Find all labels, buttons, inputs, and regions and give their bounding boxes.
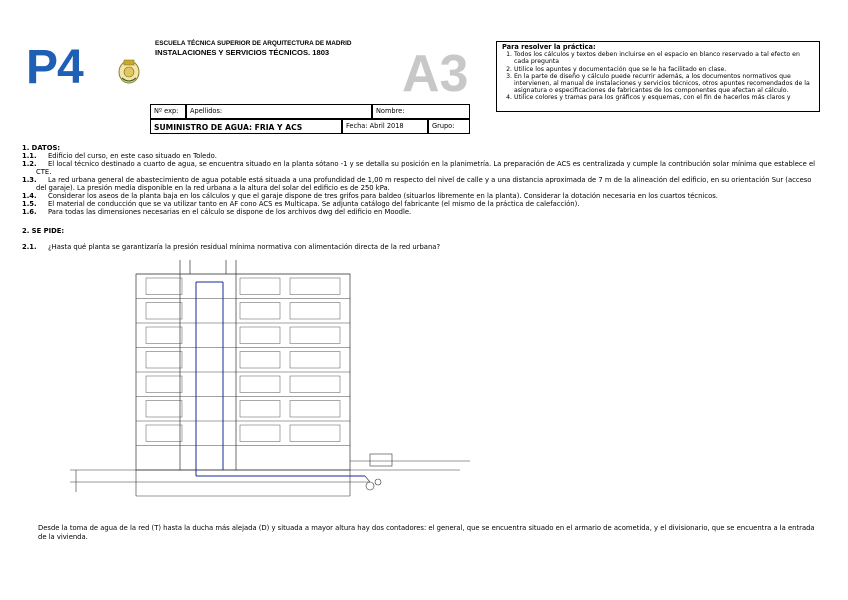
room-box <box>146 425 182 442</box>
room-box <box>146 303 182 320</box>
exp-label: Nº exp: <box>154 107 179 115</box>
item-text: Para todas las dimensiones necesarias en el cálculo se dispone de los archivos dwg del edificio en Moodle. <box>48 208 412 216</box>
room-box <box>290 376 340 393</box>
item-text: El material de conducción que se va utilizar tanto en AF cono ACS es Multicapa. Se adjunta catálogo del fabricante (el mismo de la práctica de calefacción). <box>48 200 580 208</box>
room-box <box>240 376 280 393</box>
instruction-item: 4. Utilice colores y tramas para los gráficos y esquemas, con el fin de hacerlos más claros y <box>514 94 814 101</box>
ground-level <box>70 461 470 496</box>
room-box <box>290 352 340 369</box>
floor-slabs <box>136 274 350 470</box>
item-text: Edificio del curso, en este caso situado en Toledo. <box>48 152 217 160</box>
room-box <box>146 352 182 369</box>
date-text: Fecha: Abril 2018 <box>346 122 404 130</box>
room-boxes <box>146 278 340 442</box>
group-label: Grupo: <box>432 122 455 130</box>
room-box <box>240 327 280 344</box>
room-box <box>146 376 182 393</box>
room-box <box>146 401 182 418</box>
room-box <box>240 425 280 442</box>
datos-item <box>22 177 822 193</box>
subject-cell <box>150 119 342 134</box>
subject-title: SUMINISTRO DE AGUA: FRIA Y ACS <box>154 123 303 132</box>
name-label: Nombre: <box>376 107 405 115</box>
room-box <box>146 327 182 344</box>
surname-label: Apellidos: <box>190 107 223 115</box>
room-box <box>290 401 340 418</box>
room-box <box>290 303 340 320</box>
meter-symbol <box>365 454 392 490</box>
sheet-size: A3 <box>402 45 469 103</box>
room-box <box>240 278 280 295</box>
question-context-text: Desde la toma de agua de la red (T) hasta la ducha más alejada (D) y situada a mayor altura hay dos contadores: el general, que se encuentra situado en el armario de acometida, y el divisionario, que se encuentra a la entrada de la vivienda. <box>38 524 815 541</box>
room-box <box>290 278 340 295</box>
room-box <box>290 425 340 442</box>
datos-item <box>22 161 822 177</box>
item-number: 1.2. <box>22 160 37 168</box>
item-text: ¿Hasta qué planta se garantizaría la presión residual mínima normativa con alimentación directa de la red urbana? <box>48 243 441 251</box>
building-section-drawing <box>40 256 480 506</box>
item-number: 1.5. <box>22 200 37 208</box>
item-number: 1.1. <box>22 152 37 160</box>
building-outline <box>136 260 350 470</box>
room-box <box>290 327 340 344</box>
instruction-item: 3. En la parte de diseño y cálculo puede recurrir además, a los documentos normativos que intervienen, al manual de instalaciones y servicios técnicos, otros apuntes recomendados de la asignatura o especificaciones de fabricantes de los componentes que afectan al cálculo. <box>514 73 814 95</box>
room-box <box>240 401 280 418</box>
pide-title: 2. SE PIDE: <box>22 227 65 235</box>
instruction-item: 2. Utilice los apuntes y documentación que se le ha facilitado en clase. <box>514 66 814 73</box>
school-name: ESCUELA TÉCNICA SUPERIOR DE ARQUITECTURA DE MADRID <box>155 40 352 47</box>
department-name: INSTALACIONES Y SERVICIOS TÉCNICOS. 1803 <box>155 48 330 57</box>
instruction-item: 1. Todos los cálculos y textos deben incluirse en el espacio en blanco reservado a tal efecto en cada pregunta <box>514 51 814 65</box>
instructions-box <box>496 41 820 112</box>
surname-field[interactable] <box>186 104 372 119</box>
item-number: 2.1. <box>22 243 37 251</box>
item-number: 1.4. <box>22 192 37 200</box>
item-number: 1.6. <box>22 208 37 216</box>
instructions-title: Para resolver la práctica: <box>502 43 596 51</box>
seal-emblem-icon <box>116 56 142 86</box>
room-box <box>146 278 182 295</box>
item-text: El local técnico destinado a cuarto de agua, se encuentra situado en la planta sótano -1 y se detalla su posición en la planimetría. La preparación de ACS es centralizada y cumple la contribución solar mínima que establece el CTE. <box>36 160 816 176</box>
date-cell <box>342 119 428 134</box>
exp-field[interactable] <box>150 104 186 119</box>
datos-item <box>22 209 822 217</box>
group-field[interactable] <box>428 119 470 134</box>
room-box <box>240 303 280 320</box>
datos-title: 1. DATOS: <box>22 144 61 152</box>
room-box <box>240 352 280 369</box>
item-text: Considerar los aseos de la planta baja en los cálculos y que el garaje dispone de tres grifos para baldeo (situarlos libremente en la planta). Considerar la dotación necesaria en los cuartos técnicos. <box>48 192 718 200</box>
name-field[interactable] <box>372 104 470 119</box>
item-text: La red urbana general de abastecimiento de agua potable está situada a una profundidad de 1,00 m respecto del nivel de calle y a una distancia aproximada de 7 m de la alineación del edificio, en su orientación Sur (acceso del garaje). La presión media disponible en la red urbana a la altura del solar del edificio es de 250 kPa. <box>36 176 812 192</box>
pide-item <box>22 244 822 252</box>
practice-code: P4 <box>26 41 83 94</box>
item-number: 1.3. <box>22 176 37 184</box>
water-riser <box>196 282 365 476</box>
